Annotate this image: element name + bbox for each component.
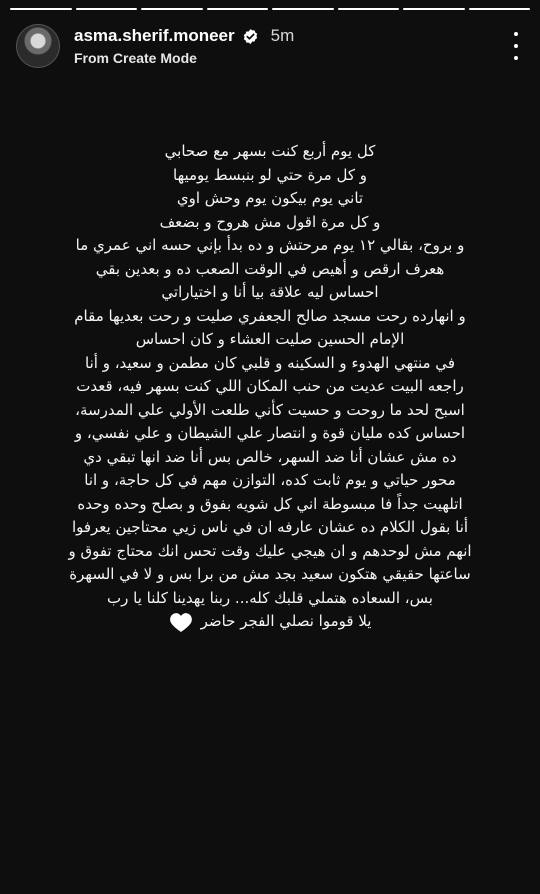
story-line: كل يوم أربع كنت بسهر مع صحابي [164, 142, 376, 160]
progress-segment [207, 8, 269, 10]
progress-segment [76, 8, 138, 10]
story-line: بس، السعاده هتملي قلبك كله... ربنا يهدينا كلنا يا رب [107, 588, 433, 607]
more-vertical-icon[interactable] [508, 32, 524, 60]
story-line: و انهارده رحت مسجد صالح الجعفري صليت و رحت بعديها مقام [74, 306, 466, 325]
verified-badge-icon [242, 28, 259, 45]
story-line: محور حياتي و يوم ثابت كده، التوازن مهم في كل حاجة، و انا [84, 471, 456, 489]
story-line: اتلهيت جداً فا مبسوطة اني كل شويه بفوق و بصلح وحده وحده [77, 494, 463, 513]
story-line: هعرف ارقص و أهيص في الوقت الصعب ده و بعدين بقي [95, 259, 445, 278]
progress-segment [141, 8, 203, 10]
story-line: أنا بقول الكلام ده عشان عارفه ان في ناس زيي محتاجين يعرفوا [71, 518, 469, 536]
username[interactable]: asma.sherif.moneer [74, 26, 235, 45]
story-line: ده مش عشان أنا ضد السهر، خالص بس أنا ضد انها تبقي دي [83, 447, 457, 466]
user-info [74, 26, 294, 66]
story-closing-line [14, 610, 526, 634]
progress-segment [338, 8, 400, 10]
progress-segment [272, 8, 334, 10]
story-line: اسبح لحد ما روحت و حسيت كأني طلعت الأولي علي المدرسة، [75, 400, 465, 419]
white-heart-icon [169, 611, 193, 633]
story-line: و كل مرة حتي لو بنبسط يوميها [173, 165, 367, 184]
story-line: ساعتها حقيقي هتكون سعيد بجد مش من برا بس و لا في السهرة [69, 565, 471, 583]
story-text [14, 140, 526, 634]
progress-segment [403, 8, 465, 10]
closing-text: يلا قوموا نصلي الفجر حاضر [200, 612, 372, 630]
story-header [16, 20, 524, 72]
story-line: احساس ليه علاقة بيا أنا و اختياراتي [161, 283, 379, 301]
create-mode-label[interactable]: From Create Mode [74, 50, 197, 66]
story-line: و بروح، بقالي ١٢ يوم مرحتش و ده بدأ بإني حسه اني عمري ما [75, 236, 465, 254]
story-progress-bar [10, 8, 530, 10]
progress-segment [10, 8, 72, 10]
avatar[interactable] [16, 24, 60, 68]
story-line: احساس كده مليان قوة و انتصار علي الشيطان و علي نفسي، و [74, 424, 466, 442]
story-line: راجعه البيت عديت من حنب المكان اللي كنت بسهر فيه، قعدت [76, 377, 464, 395]
story-line: و كل مرة اقول مش هروح و بضعف [159, 212, 381, 231]
progress-segment [469, 8, 531, 10]
story-line: الإمام الحسين صليت العشاء و كان احساس [135, 330, 405, 348]
story-line: انهم مش لوحدهم و ان هيجي عليك وقت تحس انك محتاج تفوق و [68, 541, 472, 560]
story-line: في منتهي الهدوء و السكينه و قلبي كان مطمن و سعيد، و أنا [85, 353, 455, 372]
story-line: تاني يوم بيكون يوم وحش اوي [176, 189, 364, 207]
post-time: 5m [270, 26, 295, 45]
